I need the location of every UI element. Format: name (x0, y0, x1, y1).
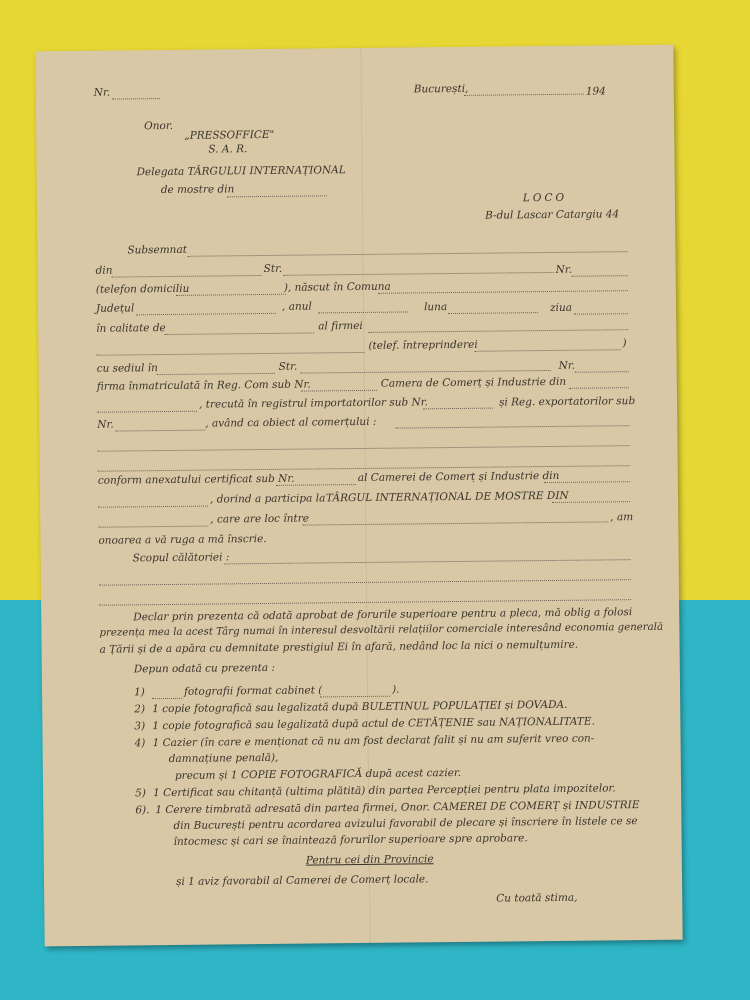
line-12a (98, 505, 208, 508)
loc-intre-label: , care are loc între (210, 512, 310, 526)
declaration-line-2: prezența mea la acest Târg numai în interesul desvoltării relațiilor comerciale interesând economia generală (99, 621, 664, 639)
item-6-num: 6). (135, 804, 150, 817)
declaration-line-1: Declar prin prezenta că odată aprobat de forurile superioare pentru a pleca, mă oblig a folosi (133, 606, 633, 624)
nascut-label: ), născut în Comuna (283, 280, 391, 294)
line-4c (448, 311, 538, 314)
nr-label-3: Nr. (97, 418, 114, 431)
item-2-text: 1 copie fotografică sau legalizată după BULETINUL POPULAȚIEI și DOVADA. (152, 698, 568, 716)
line-10a (115, 429, 205, 432)
nr-label: Nr. (93, 86, 111, 99)
item-5-text: 1 Certificat sau chitanță (ultima plătită) din partea Percepției pentru plata impozitelor. (153, 782, 616, 800)
line-5a (164, 331, 314, 335)
paper-form (35, 45, 682, 947)
line-11b (544, 480, 630, 483)
nr-label-2: Nr. (558, 359, 576, 372)
item-2-num: 2) (134, 703, 146, 716)
depun-label: Depun odată cu prezenta : (133, 661, 276, 676)
firmei-label: al firmei (318, 319, 363, 333)
item-1-end: ). (391, 683, 400, 696)
targul-label: TÂRGUL INTERNAȚIONAL DE MOSTRE DIN (325, 489, 569, 505)
city-date: București, (413, 82, 469, 96)
camerei-label: al Camerei de Comerț și Industrie din (357, 469, 560, 485)
line-8b (569, 386, 629, 389)
onor: Onor. (144, 119, 174, 133)
subsemnat: Subsemnat (127, 243, 187, 257)
telef-intreprinderei-label: (telef. întreprinderei (368, 338, 478, 352)
item-6-text-2: din București pentru acordarea avizului favorabil de plecare și înscriere în listele ce se (173, 815, 638, 832)
line-4d (574, 312, 628, 315)
reg-com-label: firma înmatriculată în Reg. Com sub Nr. (96, 378, 311, 393)
item-1-text: fotografii format cabinet ( (183, 684, 323, 698)
telefon-label: (telefon domiciliu (95, 282, 190, 296)
paren-close: ) (622, 337, 627, 350)
sediul-label: cu sediul în (96, 362, 158, 375)
obiect-label: , având ca obiect al comerțului : (205, 415, 377, 430)
din-label: din (95, 264, 113, 277)
item-5-num: 5) (135, 787, 146, 800)
line-2c (572, 274, 628, 277)
item-3-text: 1 copie fotografică sau legalizată după actul de CETĂȚENIE sau NAȚIONALITATE. (152, 715, 595, 733)
street: B-dul Lascar Catargiu 44 (485, 208, 620, 222)
nr-line (112, 97, 160, 100)
line-9a (97, 410, 197, 413)
company-type: S. A. R. (208, 143, 248, 156)
line-6a (97, 351, 365, 356)
nr-label-1: Nr. (555, 263, 573, 276)
declaration-line-3: a Țării și de a apăra cu demnitate prestigiul Ei în afară, nedând loc la nici o nemulțumire. (99, 638, 579, 656)
company: „PRESSOFFICE" (184, 128, 275, 142)
line-11a (276, 483, 356, 486)
line-12b (552, 500, 630, 503)
item-1-num: 1) (133, 686, 145, 699)
line-13a (98, 525, 208, 528)
item-4-num: 4) (134, 737, 146, 750)
str-label-2: Str. (278, 360, 298, 373)
line-8a (301, 389, 377, 392)
delegate-line (227, 194, 327, 197)
line-4a (136, 312, 276, 315)
date-line (464, 93, 584, 96)
line-3a (176, 293, 286, 296)
am-label: , am (610, 511, 634, 524)
provincie-heading: Pentru cei din Provincie (305, 853, 434, 867)
exportatori-label: și Reg. exportatorilor sub (498, 395, 636, 409)
onoarea-label: onoarea a vă ruga a mă înscrie. (98, 532, 267, 547)
participa-label: , dorind a participa la (209, 492, 326, 506)
delegate-line2: de mostre din (160, 183, 235, 197)
line-13b (302, 520, 608, 525)
line-5b (368, 328, 628, 333)
item-6-text: 1 Cerere timbrată adresată din partea firmei, Onor. CAMEREI DE COMERȚ și INDUSTRIE (155, 799, 640, 817)
certificat-label: conform anexatului certificat sub Nr. (97, 472, 295, 487)
str-label-1: Str. (263, 262, 283, 275)
closing: Cu toată stima, (496, 891, 578, 905)
line-7b (301, 369, 551, 374)
line-1 (187, 250, 627, 257)
line-3b (378, 289, 628, 294)
judet-label: Județul (95, 302, 135, 315)
ziua-label: ziua (549, 301, 573, 314)
line-2b (284, 271, 554, 276)
line-2a (112, 274, 262, 278)
delegate-line1: Delegata TÂRGULUI INTERNAȚIONAL (136, 164, 346, 179)
line-7c (575, 370, 629, 373)
item-1-line-a (152, 697, 182, 699)
year-prefix: 194 (585, 85, 606, 98)
item-4-text-2: damnațiune penală), (168, 751, 279, 766)
importatori-label: , trecută în registrul importatorilor sub Nr. (198, 396, 428, 411)
item-1-line-b (320, 695, 390, 698)
luna-label: luna (423, 301, 448, 314)
aviz-line: și 1 aviz favorabil al Camerei de Comerț locale. (175, 873, 429, 888)
calitate-label: în calitate de (96, 322, 166, 335)
scopul-label: Scopul călătoriei : (132, 551, 230, 565)
item-6-text-3: întocmesc și cari se înaintează forurilor superioare spre aprobare. (173, 832, 528, 848)
item-3-num: 3) (134, 720, 146, 733)
loco: LOCO (522, 191, 568, 205)
line-10b (395, 424, 629, 428)
line-15 (225, 558, 631, 564)
line-9b (423, 407, 493, 410)
anul-label: , anul (281, 300, 312, 313)
item-4-text-3: precum și 1 COPIE FOTOGRAFICĂ după acest cazier. (174, 766, 462, 782)
camera-label: Camera de Comerț și Industrie din (380, 375, 567, 390)
item-4-text: 1 Cazier (în care e menționat că nu am fost declarat falit și nu am suferit vreo con- (152, 732, 595, 750)
line-6b (474, 348, 620, 352)
line-7a (157, 372, 275, 375)
